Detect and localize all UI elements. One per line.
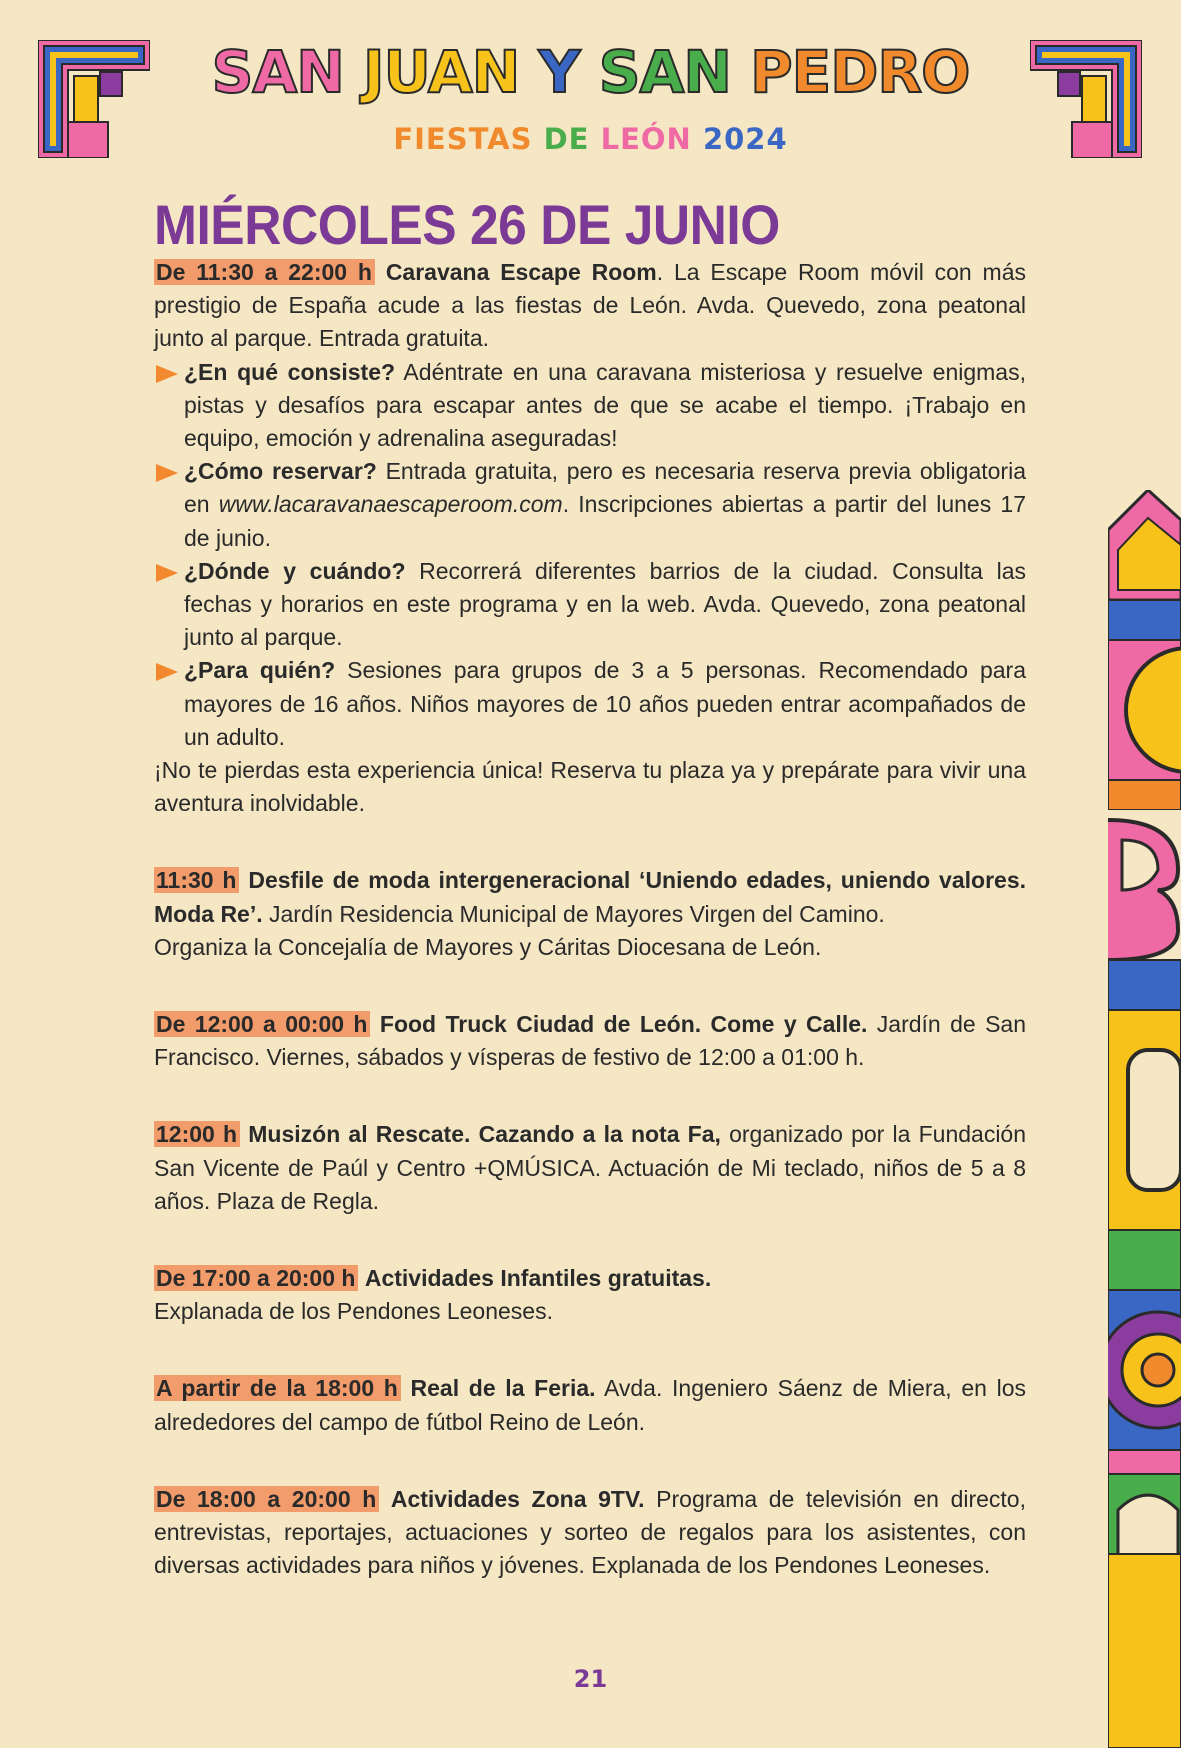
arrow-right-icon: [156, 564, 178, 582]
event-actividades-infantiles: [154, 1262, 1026, 1328]
title-word-1: SAN: [211, 38, 344, 106]
subtitle-fiestas: FIESTAS: [393, 122, 533, 156]
event-time: De 17:00 a 20:00 h: [154, 1265, 358, 1291]
event-food-truck: [154, 1008, 1026, 1074]
event-time: 11:30 h: [154, 867, 239, 893]
event-zona-9tv: [154, 1483, 1026, 1583]
day-title: MIÉRCOLES 26 DE JUNIO: [154, 193, 780, 256]
event-feria-text: [154, 1372, 1026, 1438]
event-name: Caravana Escape Room: [385, 259, 657, 285]
event-musizon: [154, 1118, 1026, 1218]
answer-text: Sesiones para grupos de 3 a 5 personas. Recomendado para mayores de 16 años. Niños mayores de 10 años pueden entrar acompañados de un adulto.: [184, 657, 1026, 750]
event-description: . La Escape Room móvil con más prestigio de España acude a las fiestas de León. Avda. Quevedo, zona peatonal junto al parque. Entrada gratuita.: [154, 259, 1027, 352]
schedule-content: [154, 192, 1026, 1627]
answer-text-cont: . Inscripciones abiertas a partir del lunes 17 de junio.: [184, 491, 1026, 551]
list-item: [154, 654, 1026, 754]
event-infantiles-text: [154, 1262, 1026, 1295]
event-description: Jardín de San Francisco. Viernes, sábados y vísperas de festivo de 12:00 a 01:00 h.: [154, 1011, 1027, 1071]
event-zona9tv-text: [154, 1483, 1026, 1583]
question-label: ¿Para quién?: [184, 657, 336, 684]
answer-text: Entrada gratuita, pero es necesaria reserva previa obligatoria en: [184, 458, 1026, 518]
event-time: De 18:00 a 20:00 h: [154, 1486, 379, 1512]
arrow-right-icon: [156, 464, 178, 482]
escape-room-details: [154, 356, 1026, 754]
list-item: [154, 555, 1026, 655]
event-description: Programa de televisión en directo, entrevistas, reportajes, actuaciones y sorteo de regalos para los asistentes, con diversas actividades para niños y jóvenes. Explanada de los Pendones Leoneses.: [154, 1485, 1026, 1579]
title-word-4: SAN: [598, 38, 731, 106]
subtitle-leon: LEÓN: [600, 122, 692, 156]
festival-title: [0, 36, 1181, 108]
event-escape-room-intro: [154, 256, 1026, 356]
answer-text: Recorrerá diferentes barrios de la ciudad. Consulta las fechas y horarios en este programa y en la web. Avda. Quevedo, zona peatonal junto al parque.: [184, 557, 1026, 651]
arrow-right-icon: [156, 663, 178, 681]
question-label: ¿Dónde y cuándo?: [184, 557, 406, 584]
title-word-3: Y: [538, 38, 580, 106]
event-escape-room: [154, 256, 1026, 820]
answer-text: Adéntrate en una caravana misteriosa y resuelve enigmas, pistas y desafíos para escapar antes de que se acabe el tiempo. ¡Trabajo en equipo, emoción y adrenalina aseguradas!: [184, 358, 1026, 452]
side-decorative-strip: [1108, 490, 1181, 1748]
event-real-feria: [154, 1372, 1026, 1438]
event-desfile-moda: [154, 864, 1026, 964]
list-item: [154, 455, 1026, 555]
list-item: [154, 356, 1026, 456]
event-description: Jardín Residencia Municipal de Mayores Virgen del Camino.: [262, 900, 885, 927]
subtitle-de: DE: [543, 122, 590, 156]
event-name: Desfile de moda intergeneracional ‘Uniendo edades, uniendo valores. Moda Re’.: [154, 867, 1027, 927]
question-label: ¿En qué consiste?: [184, 358, 396, 385]
event-time: De 12:00 a 00:00 h: [154, 1011, 370, 1037]
event-description: organizado por la Fundación San Vicente de Paúl y Centro +QMÚSICA. Actuación de Mi teclado, niños de 5 a 8 años. Plaza de Regla.: [154, 1121, 1027, 1214]
title-word-5: PEDRO: [750, 38, 970, 106]
booking-url-link[interactable]: www.lacaravanaescaperoom.com: [218, 491, 563, 518]
event-organizer: Organiza la Concejalía de Mayores y Cáritas Diocesana de León.: [154, 933, 822, 960]
event-name: Food Truck Ciudad de León. Come y Calle.: [379, 1011, 868, 1038]
festival-subtitle: [0, 122, 1181, 156]
subtitle-year: 2024: [702, 122, 788, 156]
event-food-truck-text: [154, 1008, 1026, 1074]
escape-room-closing: ¡No te pierdas esta experiencia única! Reserva tu plaza ya y prepárate para vivir una aventura inolvidable.: [154, 757, 1026, 817]
event-desfile-text: [154, 864, 1026, 930]
title-word-2: JUAN: [363, 38, 520, 106]
event-location: Explanada de los Pendones Leoneses.: [154, 1298, 553, 1325]
event-name: Actividades Infantiles gratuitas.: [364, 1265, 712, 1292]
event-time: A partir de la 18:00 h: [154, 1375, 401, 1401]
event-time: De 11:30 a 22:00 h: [154, 259, 375, 285]
event-description: Avda. Ingeniero Sáenz de Miera, en los alrededores del campo de fútbol Reino de León.: [154, 1375, 1027, 1435]
question-label: ¿Cómo reservar?: [184, 458, 377, 485]
event-musizon-text: [154, 1118, 1026, 1218]
arrow-right-icon: [156, 365, 178, 383]
event-time: 12:00 h: [154, 1121, 240, 1147]
event-name: Real de la Feria.: [410, 1375, 596, 1402]
event-name: Actividades Zona 9TV.: [390, 1485, 645, 1512]
corner-ornament-right: [1030, 40, 1142, 158]
event-name: Musizón al Rescate. Cazando a la nota Fa,: [248, 1121, 721, 1148]
page-number: 21: [573, 1665, 608, 1693]
